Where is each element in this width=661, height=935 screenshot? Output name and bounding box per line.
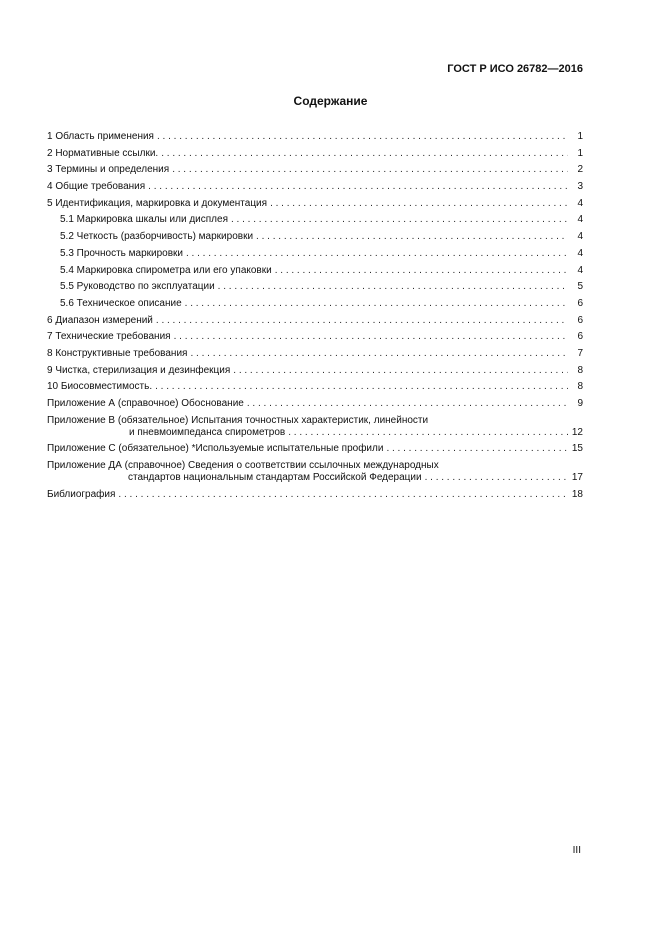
toc-entry-page: 8 bbox=[577, 381, 583, 393]
toc-entry-appendix-da[interactable] bbox=[47, 460, 583, 484]
toc-entry-page: 12 bbox=[571, 426, 583, 438]
toc-entry-appendix-b[interactable] bbox=[47, 415, 583, 439]
toc-entry[interactable] bbox=[47, 181, 583, 193]
toc-leader-dots bbox=[190, 348, 568, 360]
toc-leader-dots bbox=[156, 315, 568, 327]
toc-entry-page: 8 bbox=[577, 364, 583, 376]
toc-entry-page: 4 bbox=[577, 197, 583, 209]
toc-leader-dots bbox=[218, 281, 568, 293]
toc-entry-page: 9 bbox=[577, 398, 583, 409]
toc-entry-page: 1 bbox=[577, 131, 583, 142]
toc-leader-dots bbox=[270, 198, 568, 210]
toc-leader-dots bbox=[231, 214, 568, 226]
toc-entry-page: 4 bbox=[577, 247, 583, 259]
toc-leader-dots bbox=[233, 365, 568, 377]
toc-entry-label: 5.6 Техническое описание bbox=[60, 297, 182, 309]
toc-entry-label: 5 Идентификация, маркировка и документация bbox=[47, 197, 268, 209]
toc-entry[interactable] bbox=[47, 164, 583, 176]
toc-entry-page: 4 bbox=[577, 264, 583, 276]
toc-entry-label-continuation: стандартов национальным стандартам Российской Федерации bbox=[128, 472, 422, 484]
toc-entry-label: 5.1 Маркировка шкалы или дисплея bbox=[60, 214, 228, 226]
toc-entry-label: 1 Область применения bbox=[47, 131, 154, 142]
toc-entry-label: 4 Общие требования bbox=[47, 181, 146, 193]
toc-entry-label: 5.3 Прочность маркировки bbox=[60, 247, 183, 259]
toc-entry-label: Библиография bbox=[47, 488, 116, 500]
toc-entry-label: 2 Нормативные ссылки. bbox=[47, 147, 159, 159]
toc-entry-label: 6 Диапазон измерений bbox=[47, 314, 153, 326]
toc-entry[interactable] bbox=[47, 348, 583, 360]
toc-entry-page: 18 bbox=[571, 488, 583, 500]
toc-leader-dots bbox=[185, 298, 568, 310]
toc-entry-label: 3 Термины и определения bbox=[47, 164, 170, 176]
toc-entry-page: 4 bbox=[577, 214, 583, 226]
toc-entry[interactable] bbox=[47, 148, 583, 160]
toc-entry[interactable] bbox=[47, 443, 583, 455]
toc-subentry[interactable] bbox=[47, 248, 583, 260]
toc-entry-page: 6 bbox=[577, 314, 583, 326]
toc-title: Содержание bbox=[293, 94, 368, 108]
toc-entry-label: Приложение А (справочное) Обоснование bbox=[47, 398, 244, 409]
toc-leader-dots bbox=[155, 381, 568, 393]
toc-entry-page: 15 bbox=[571, 443, 583, 455]
toc-leader-dots bbox=[425, 472, 568, 484]
toc-entry[interactable] bbox=[47, 381, 583, 393]
toc-entry-page: 5 bbox=[577, 281, 583, 293]
toc-entry-label: Приложение ДА (справочное) Сведения о соответствии ссылочных международных bbox=[47, 460, 439, 472]
toc-leader-dots bbox=[174, 331, 568, 343]
toc-entry-label: 8 Конструктивные требования bbox=[47, 347, 188, 359]
table-of-contents bbox=[47, 131, 583, 505]
page-number: III bbox=[572, 845, 581, 856]
toc-leader-dots bbox=[172, 164, 568, 176]
toc-entry-label-continuation: и пневмоимпеданса спирометров bbox=[129, 426, 286, 438]
toc-subentry[interactable] bbox=[47, 298, 583, 310]
toc-leader-dots bbox=[256, 231, 568, 243]
toc-entry-page: 17 bbox=[571, 472, 583, 484]
toc-entry[interactable] bbox=[47, 131, 583, 143]
toc-entry-label: 10 Биосовместимость. bbox=[47, 381, 153, 393]
toc-entry-page: 1 bbox=[577, 147, 583, 159]
toc-entry-page: 6 bbox=[577, 297, 583, 309]
toc-entry[interactable] bbox=[47, 198, 583, 210]
toc-entry-label: 7 Технические требования bbox=[47, 331, 171, 343]
toc-leader-dots bbox=[186, 248, 568, 260]
toc-leader-dots bbox=[247, 398, 568, 410]
toc-entry[interactable] bbox=[47, 365, 583, 377]
toc-entry-page: 6 bbox=[577, 331, 583, 343]
toc-entry-label: 5.4 Маркировка спирометра или его упаковки bbox=[60, 264, 272, 276]
toc-subentry[interactable] bbox=[47, 281, 583, 293]
toc-subentry[interactable] bbox=[47, 265, 583, 277]
toc-entry-label: Приложение В (обязательное) Испытания точностных характеристик, линейности bbox=[47, 414, 429, 426]
toc-subentry[interactable] bbox=[47, 231, 583, 243]
toc-entry-label: Приложение С (обязательное) *Используемые испытательные профили bbox=[47, 443, 384, 455]
toc-entry-page: 4 bbox=[577, 231, 583, 243]
toc-leader-dots bbox=[288, 427, 568, 439]
toc-entry[interactable] bbox=[47, 398, 583, 410]
toc-entry-label: 9 Чистка, стерилизация и дезинфекция bbox=[47, 364, 231, 376]
toc-entry-label: 5.5 Руководство по эксплуатации bbox=[60, 281, 215, 293]
toc-entry-page: 2 bbox=[577, 164, 583, 176]
toc-leader-dots bbox=[161, 148, 568, 160]
toc-entry[interactable] bbox=[47, 489, 583, 501]
toc-leader-dots bbox=[386, 443, 568, 455]
toc-entry-page: 3 bbox=[577, 181, 583, 193]
toc-leader-dots bbox=[118, 489, 568, 501]
toc-subentry[interactable] bbox=[47, 214, 583, 226]
toc-entry[interactable] bbox=[47, 315, 583, 327]
toc-entry[interactable] bbox=[47, 331, 583, 343]
toc-leader-dots bbox=[275, 265, 568, 277]
toc-leader-dots bbox=[148, 181, 568, 193]
document-code: ГОСТ Р ИСО 26782—2016 bbox=[447, 63, 583, 75]
toc-leader-dots bbox=[157, 131, 568, 143]
toc-entry-page: 7 bbox=[577, 347, 583, 359]
toc-entry-label: 5.2 Четкость (разборчивость) маркировки bbox=[60, 231, 254, 243]
